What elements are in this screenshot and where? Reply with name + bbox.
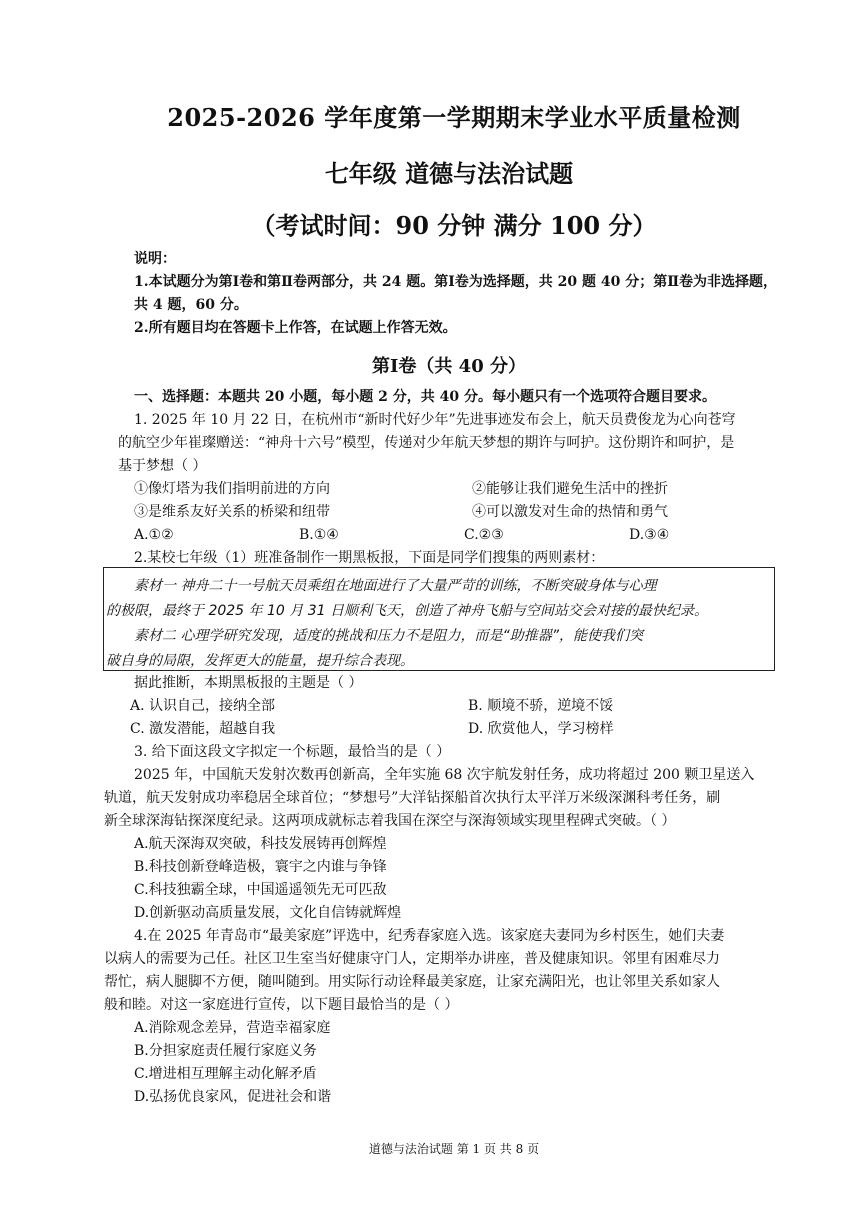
q2-material-box bbox=[103, 567, 775, 671]
q1-option-a[interactable]: A.①② bbox=[134, 527, 174, 543]
q1-statement-2: ②能够让我们避免生活中的挫折 bbox=[472, 481, 668, 497]
q2-stem: 2.某校七年级（1）班准备制作一期黑板报，下面是同学们搜集的两则素材： bbox=[134, 550, 605, 566]
instructions-label: 说明： bbox=[134, 251, 176, 267]
instruction-2: 2.所有题目均在答题卡上作答，在试题上作答无效。 bbox=[134, 320, 457, 336]
q4-stem-line2: 以病人的需要为己任。社区卫生室当好健康守门人，定期举办讲座，普及健康知识。邻里有困难尽力 bbox=[104, 951, 720, 967]
q2-option-d[interactable]: D. 欣赏他人，学习榜样 bbox=[468, 721, 614, 737]
q1-option-c[interactable]: C.②③ bbox=[464, 527, 504, 543]
instructions bbox=[134, 248, 794, 340]
q4-option-b[interactable]: B.分担家庭责任履行家庭义务 bbox=[134, 1043, 317, 1059]
instruction-1b: 共 4 题，60 分。 bbox=[134, 297, 248, 313]
q3-option-b[interactable]: B.科技创新登峰造极，寰宇之内谁与争锋 bbox=[134, 859, 387, 875]
q2-material-1-cont: 的极限，最终于 2025 年 10 月 31 日顺利飞天，创造了神舟飞船与空间站交会对接的最快纪录。 bbox=[106, 603, 708, 619]
q4-stem-line1: 4.在 2025 年青岛市“最美家庭”评选中，纪秀春家庭入选。该家庭夫妻同为乡村医生，她们夫妻 bbox=[134, 928, 725, 944]
questions-block-1 bbox=[118, 386, 794, 570]
exam-title: 2025-2026 学年度第一学期期末学业水平质量检测 bbox=[167, 103, 741, 132]
q3-stem: 3. 给下面这段文字拟定一个标题，最恰当的是（ ） bbox=[134, 744, 451, 760]
q3-option-c[interactable]: C.科技独霸全球，中国遥遥领先无可匹敌 bbox=[134, 882, 387, 898]
q2-material-1: 素材一 神舟二十一号航天员乘组在地面进行了大量严苛的训练，不断突破身体与心理 bbox=[134, 578, 657, 594]
q1-stem-line2: 的航空少年崔璨赠送：“神舟十六号”模型，传递对少年航天梦想的期许与呵护。这份期许和呵护，是 bbox=[118, 435, 735, 451]
q1-option-b[interactable]: B.①④ bbox=[299, 527, 339, 543]
q2-material-2: 素材二 心理学研究发现，适度的挑战和压力不是阻力，而是“助推器”，能使我们突 bbox=[134, 628, 643, 644]
q3-passage-line2: 轨道，航天发射成功率稳居全球首位；“梦想号”大洋钻探船首次执行太平洋万米级深渊科考任务，刷 bbox=[104, 790, 721, 806]
q1-statements-row1 bbox=[134, 478, 794, 501]
q2-options-row2 bbox=[130, 718, 794, 741]
exam-info: （考试时间：90 分钟 满分 100 分） bbox=[251, 211, 657, 240]
questions-block-2 bbox=[104, 672, 794, 1109]
q4-option-d[interactable]: D.弘扬优良家风，促进社会和谐 bbox=[134, 1089, 332, 1105]
q3-passage-line3: 新全球深海钻探深度纪录。这两项成就标志着我国在深空与深海领域实现里程碑式突破。（ ） bbox=[104, 813, 676, 829]
section-title: 第Ⅰ卷（共 40 分） bbox=[371, 356, 526, 377]
q2-question: 据此推断，本期黑板报的主题是（ ） bbox=[134, 675, 363, 691]
q1-options bbox=[134, 524, 794, 547]
q3-option-a[interactable]: A.航天深海双突破，科技发展铸再创辉煌 bbox=[134, 836, 387, 852]
q3-option-d[interactable]: D.创新驱动高质量发展，文化自信铸就辉煌 bbox=[134, 905, 402, 921]
q2-options-row1 bbox=[130, 695, 794, 718]
q1-statements-row2 bbox=[134, 501, 794, 524]
q1-statement-1: ①像灯塔为我们指明前进的方向 bbox=[134, 481, 330, 497]
q4-option-c[interactable]: C.增进相互理解主动化解矛盾 bbox=[134, 1066, 317, 1082]
q1-stem-line3: 基于梦想（ ） bbox=[118, 458, 207, 474]
q4-stem-line4: 般和睦。对这一家庭进行宣传，以下题目最恰当的是（ ） bbox=[104, 997, 459, 1013]
q1-option-d[interactable]: D.③④ bbox=[629, 527, 670, 543]
q2-option-b[interactable]: B. 顺境不骄，逆境不馁 bbox=[468, 698, 614, 714]
instruction-1a: 1.本试题分为第Ⅰ卷和第Ⅱ卷两部分，共 24 题。第Ⅰ卷为选择题，共 20 题 40 分；第Ⅱ卷为非选择题， bbox=[134, 274, 777, 290]
q1-statement-3: ③是维系友好关系的桥梁和纽带 bbox=[134, 504, 330, 520]
exam-subtitle: 七年级 道德与法治试题 bbox=[324, 159, 574, 188]
q4-option-a[interactable]: A.消除观念差异，营造幸福家庭 bbox=[134, 1020, 331, 1036]
q4-stem-line3: 帮忙，病人腿脚不方便，随叫随到。用实际行动诠释最美家庭，让家充满阳光，也让邻里关系如家人 bbox=[104, 974, 720, 990]
section-instruction: 一、选择题：本题共 20 小题，每小题 2 分，共 40 分。每小题只有一个选项符合题目要求。 bbox=[134, 389, 716, 405]
q1-statement-4: ④可以激发对生命的热情和勇气 bbox=[472, 504, 668, 520]
q2-option-c[interactable]: C. 激发潜能，超越自我 bbox=[130, 721, 276, 737]
q2-material-2-cont: 破自身的局限，发挥更大的能量，提升综合表现。 bbox=[106, 653, 414, 669]
q2-option-a[interactable]: A. 认识自己，接纳全部 bbox=[130, 698, 276, 714]
page-footer: 道德与法治试题 第 1 页 共 8 页 bbox=[368, 1142, 540, 1156]
q3-passage-line1: 2025 年，中国航天发射次数再创新高，全年实施 68 次宇航发射任务，成功将超过 200 颗卫星送入 bbox=[134, 767, 755, 783]
q1-stem-line1: 1. 2025 年 10 月 22 日，在杭州市“新时代好少年”先进事迹发布会上，航天员费俊龙为心向苍穹 bbox=[134, 412, 736, 428]
